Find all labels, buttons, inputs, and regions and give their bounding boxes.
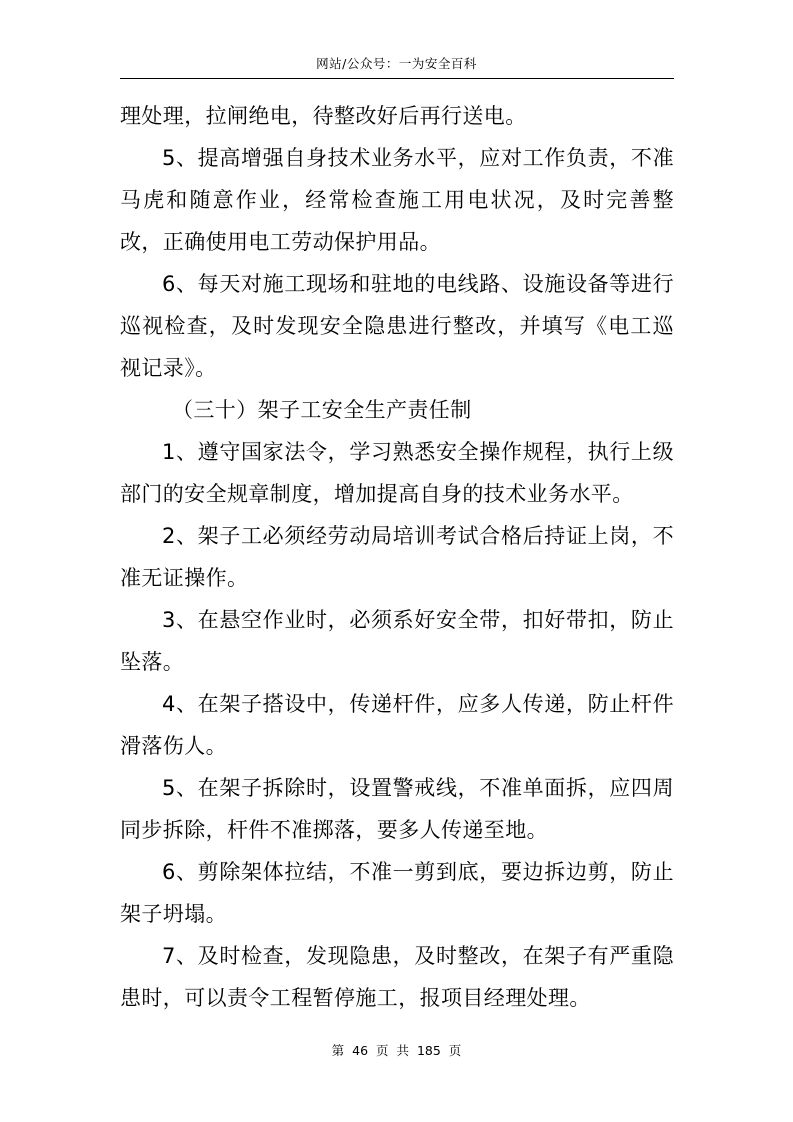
paragraph-item-5-electrician: 5、提高增强自身技术业务水平，应对工作负责，不准马虎和随意作业，经常检查施工用电状况，及时完善整改，正确使用电工劳动保护用品。	[120, 146, 674, 254]
paragraph-item-2-scaffolder: 2、架子工必须经劳动局培训考试合格后持证上岗，不准无证操作。	[120, 524, 674, 590]
document-body	[120, 95, 674, 1019]
section-heading: （三十）架子工安全生产责任制	[172, 398, 472, 422]
paragraph-continuation: 理处理，拉闸绝电，待整改好后再行送电。	[120, 104, 527, 128]
page-header: 网站/公众号：一为安全百科	[316, 56, 477, 71]
page-footer: 第 46 页 共 185 页	[331, 1043, 462, 1058]
paragraph-item-7-scaffolder: 7、及时检查，发现隐患，及时整改，在架子有严重隐患时，可以责令工程暂停施工，报项目经理处理。	[120, 944, 674, 1010]
paragraph-item-4-scaffolder: 4、在架子搭设中，传递杆件，应多人传递，防止杆件滑落伤人。	[120, 692, 674, 758]
paragraph-item-6-scaffolder: 6、剪除架体拉结，不准一剪到底，要边拆边剪，防止架子坍塌。	[120, 860, 674, 926]
paragraph-item-6-electrician: 6、每天对施工现场和驻地的电线路、设施设备等进行巡视检查，及时发现安全隐患进行整改，并填写《电工巡视记录》。	[120, 272, 674, 380]
paragraph-item-5-scaffolder: 5、在架子拆除时，设置警戒线，不准单面拆，应四周同步拆除，杆件不准掷落，要多人传递至地。	[120, 776, 674, 842]
header-divider	[120, 78, 674, 79]
paragraph-item-1-scaffolder: 1、遵守国家法令，学习熟悉安全操作规程，执行上级部门的安全规章制度，增加提高自身的技术业务水平。	[120, 440, 674, 506]
paragraph-item-3-scaffolder: 3、在悬空作业时，必须系好安全带，扣好带扣，防止坠落。	[120, 608, 674, 674]
